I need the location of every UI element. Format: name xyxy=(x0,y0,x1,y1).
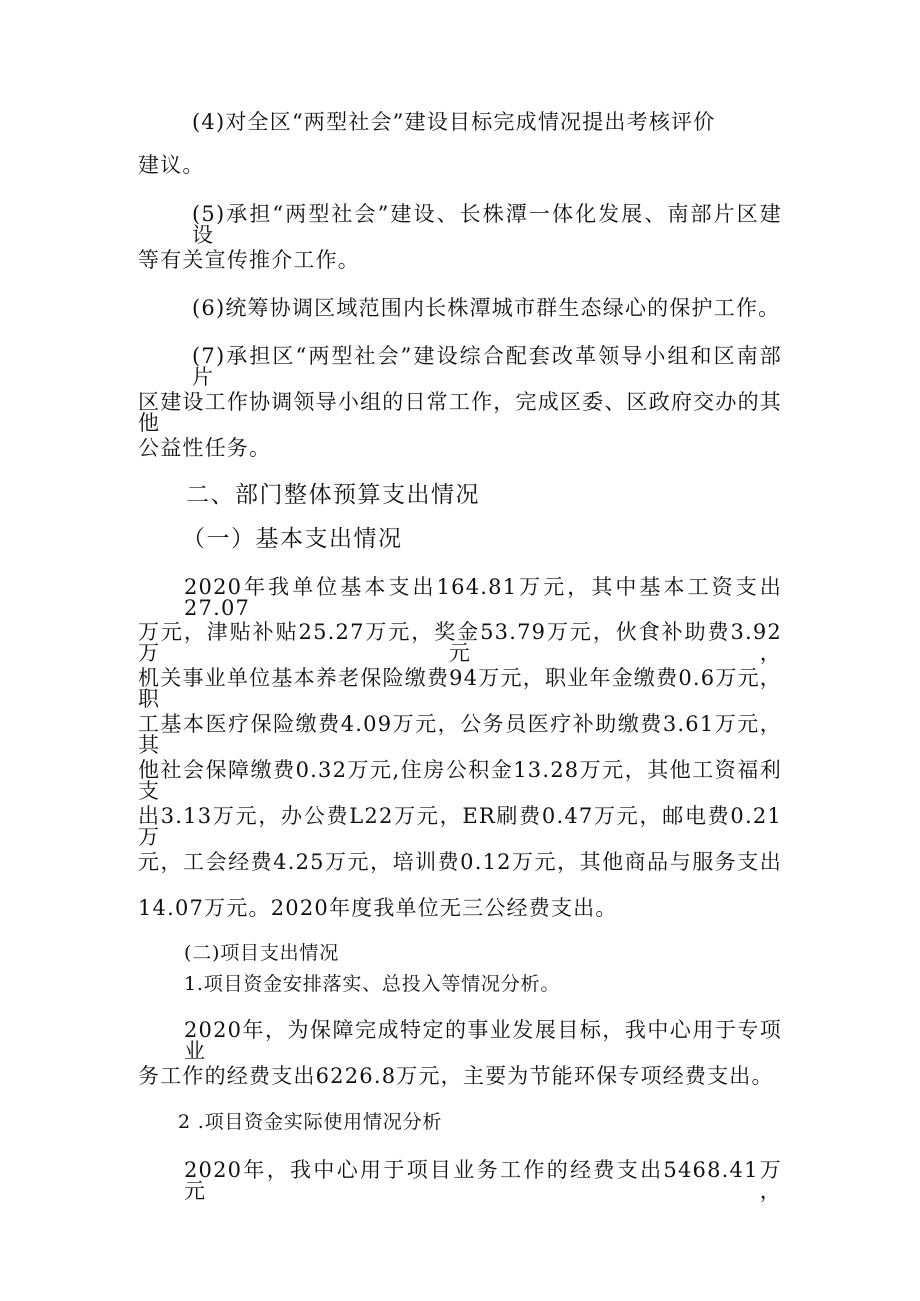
paragraph-4-line-1: (4)对全区“两型社会”建设目标完成情况提出考核评价 xyxy=(192,110,716,134)
basic-expenditure-line-3: 机关事业单位基本养老保险缴费94万元，职业年金缴费0.6万元，职 xyxy=(138,666,782,711)
basic-expenditure-line-2: 万元，津贴补贴25.27万元，奖金53.79万元，伙食补助费3.92万元， xyxy=(138,620,782,665)
project-item-1-line-2: 务工作的经费支出6226.8万元，主要为节能环保专项经费支出。 xyxy=(138,1064,774,1088)
project-item-1-line-1: 2020年，为保障完成特定的事业发展目标，我中心用于专项业 xyxy=(184,1018,782,1063)
paragraph-5-line-2: 等有关宣传推介工作。 xyxy=(138,248,360,272)
paragraph-4-line-2: 建议。 xyxy=(138,153,205,177)
basic-expenditure-line-6: 出3.13万元，办公费L22万元，ER刷费0.47万元，邮电费0.21万 xyxy=(138,804,782,849)
project-item-2-line-1: 2020年，我中心用于项目业务工作的经费支出5468.41万元， xyxy=(184,1158,782,1203)
basic-expenditure-line-7: 元，工会经费4.25万元，培训费0.12万元，其他商品与服务支出 xyxy=(138,850,782,874)
project-item-2-heading: 2 .项目资金实际使用情况分析 xyxy=(178,1111,443,1133)
basic-expenditure-line-4: 工基本医疗保险缴费4.09万元，公务员医疗补助缴费3.61万元，其 xyxy=(138,712,782,757)
paragraph-6-line-1: (6)统筹协调区域范围内长株潭城市群生态绿心的保护工作。 xyxy=(192,296,781,320)
subsection-heading-basic-expenditure: （一）基本支出情况 xyxy=(182,526,403,552)
section-heading-2: 二、部门整体预算支出情况 xyxy=(186,482,480,508)
paragraph-7-line-2: 区建设工作协调领导小组的日常工作，完成区委、区政府交办的其他 xyxy=(138,390,782,435)
paragraph-5-line-1: (5)承担“两型社会”建设、长株潭一体化发展、南部片区建设 xyxy=(192,202,782,247)
project-item-1-heading: 1.项目资金安排落实、总投入等情况分析。 xyxy=(184,973,561,995)
subsection-heading-project-expenditure: (二)项目支出情况 xyxy=(184,942,340,964)
basic-expenditure-line-1: 2020年我单位基本支出164.81万元，其中基本工资支出27.07 xyxy=(184,575,782,620)
basic-expenditure-line-8: 14.07万元。2020年度我单位无三公经费支出。 xyxy=(138,896,618,920)
paragraph-7-line-3: 公益性任务。 xyxy=(138,436,272,460)
basic-expenditure-line-5: 他社会保障缴费0.32万元,住房公积金13.28万元，其他工资福利支 xyxy=(138,758,782,803)
paragraph-7-line-1: (7)承担区“两型社会”建设综合配套改革领导小组和区南部片 xyxy=(192,344,782,389)
